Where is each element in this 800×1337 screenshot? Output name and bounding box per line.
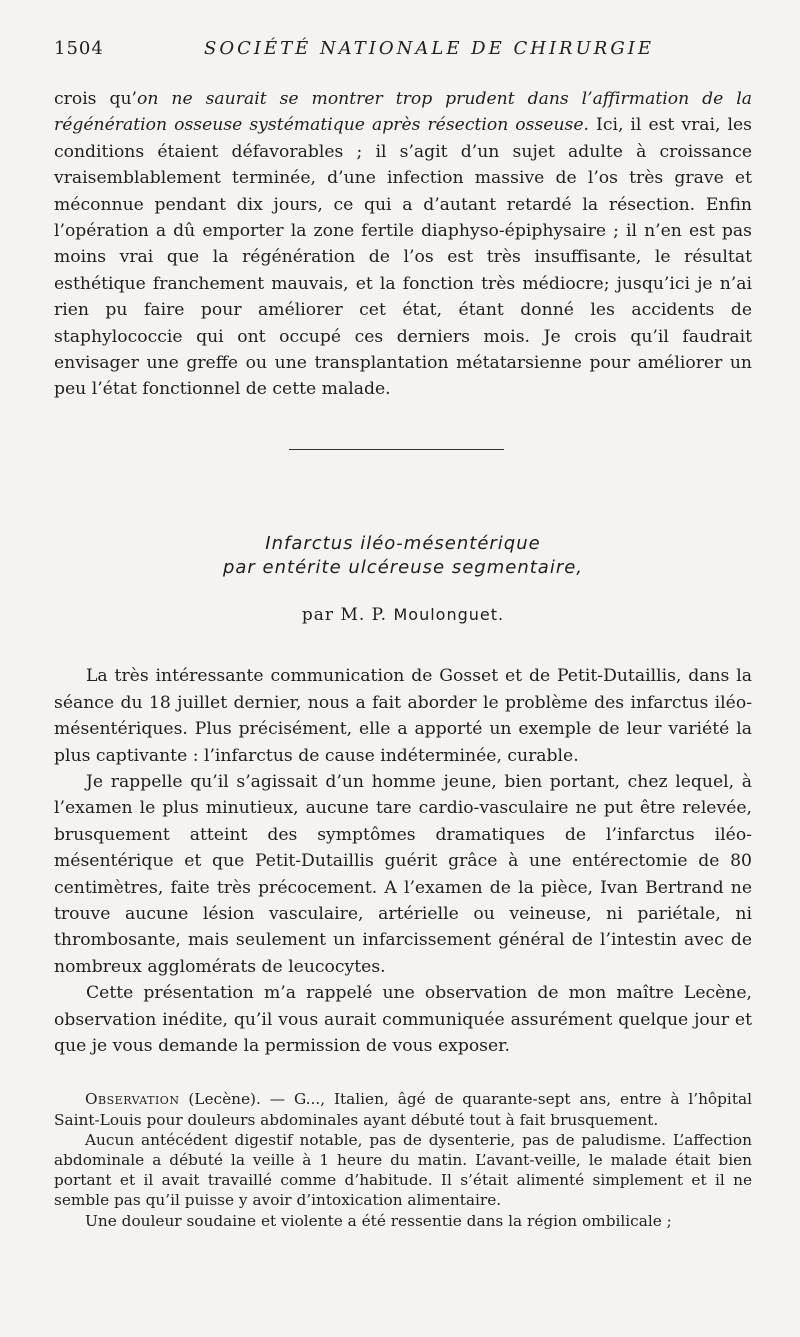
author-line bbox=[54, 605, 752, 625]
intro-italic-text: on ne saurait se montrer trop prudent dans l’affirmation de la régénération osseuse systématique après résection osseuse. bbox=[54, 89, 752, 136]
observation-first-text: (Lecène). — G..., Italien, âgé de quarante-sept ans, entre à l’hôpital Saint-Louis pour douleurs abdominales ayant débuté tout à fait brusquement. bbox=[54, 1090, 752, 1129]
article-title bbox=[54, 532, 752, 580]
page-number: 1504 bbox=[54, 38, 104, 59]
article-title-line-2: par entérite ulcéreuse segmentaire, bbox=[222, 557, 584, 579]
paragraph-1: La très intéressante communication de Gosset et de Petit-Dutaillis, dans la séance du 18 juillet dernier, nous a fait aborder le problème des infarctus iléo-mésentériques. Plus précisément, elle a apporté un exemple de leur variété la plus captivante : l’infarctus de cause indéterminée, curable. bbox=[54, 666, 752, 766]
observation-third-paragraph: Une douleur soudaine et violente a été ressentie dans la région ombilicale ; bbox=[85, 1211, 672, 1230]
journal-title: SOCIÉTÉ NATIONALE DE CHIRURGIE bbox=[204, 38, 654, 59]
observation-label: Observation bbox=[85, 1090, 180, 1109]
author-prefix: par M. P. bbox=[301, 605, 388, 626]
intro-paragraph bbox=[54, 86, 752, 403]
observation-block bbox=[54, 1089, 752, 1230]
running-header bbox=[54, 38, 752, 74]
main-text bbox=[54, 663, 752, 1059]
intro-prefix: crois qu’ bbox=[54, 89, 138, 109]
article-title-line-1: Infarctus iléo-mésentérique bbox=[265, 533, 541, 555]
paragraph-3: Cette présentation m’a rappelé une observation de mon maître Lecène, observation inédite, qu’il vous aurait communiquée assurément quelque jour et que je vous demande la permission de vous exposer. bbox=[54, 983, 752, 1057]
author-name: Moulonguet. bbox=[393, 605, 505, 625]
section-separator bbox=[289, 449, 504, 451]
observation-first-paragraph bbox=[54, 1089, 752, 1129]
intro-main-text: Ici, il est vrai, les conditions étaient défavorables ; il s’agit d’un sujet adulte à croissance vraisemblablement terminée, d’une infection massive de l’os très grave et méconnue pendant dix jours, ce qui a d’autant retardé la résection. Enfin l’opération a dû emporter la zone fertile diaphyso-épiphysaire ; il n’en est pas moins vrai que la régénération de l’os est très insuffisante, le résultat esthétique franchement mauvais, et la fonction très médiocre; jusqu’ici je n’ai rien pu faire pour améliorer cet état, étant donné les accidents de staphylococcie qui ont occupé ces derniers mois. Je crois qu’il faudrait envisager une greffe ou une transplantation métatarsienne pour améliorer un peu l’état fonctionnel de cette malade. bbox=[54, 115, 753, 400]
observation-second-paragraph: Aucun antécédent digestif notable, pas de dysenterie, pas de paludisme. L’affection abdominale a débuté la veille à 1 heure du matin. L’avant-veille, le malade était bien portant et il avait travaillé comme d’habitude. Il s’était alimenté simplement et il ne semble pas qu’il puisse y avoir d’intoxication alimentaire. bbox=[54, 1130, 752, 1210]
paragraph-2: Je rappelle qu’il s’agissait d’un homme jeune, bien portant, chez lequel, à l’examen le plus minutieux, aucune tare cardio-vasculaire ne put être relevée, brusquement atteint des symptômes dramatiques de l’infarctus iléo-mésentérique et que Petit-Dutaillis guérit grâce à une entérectomie de 80 centimètres, faite très précocement. A l’examen de la pièce, Ivan Bertrand ne trouve aucune lésion vasculaire, artérielle ou veineuse, ni pariétale, ni thrombosante, mais seulement un infarcissement général de l’intestin avec de nombreux agglomérats de leucocytes. bbox=[54, 772, 752, 977]
